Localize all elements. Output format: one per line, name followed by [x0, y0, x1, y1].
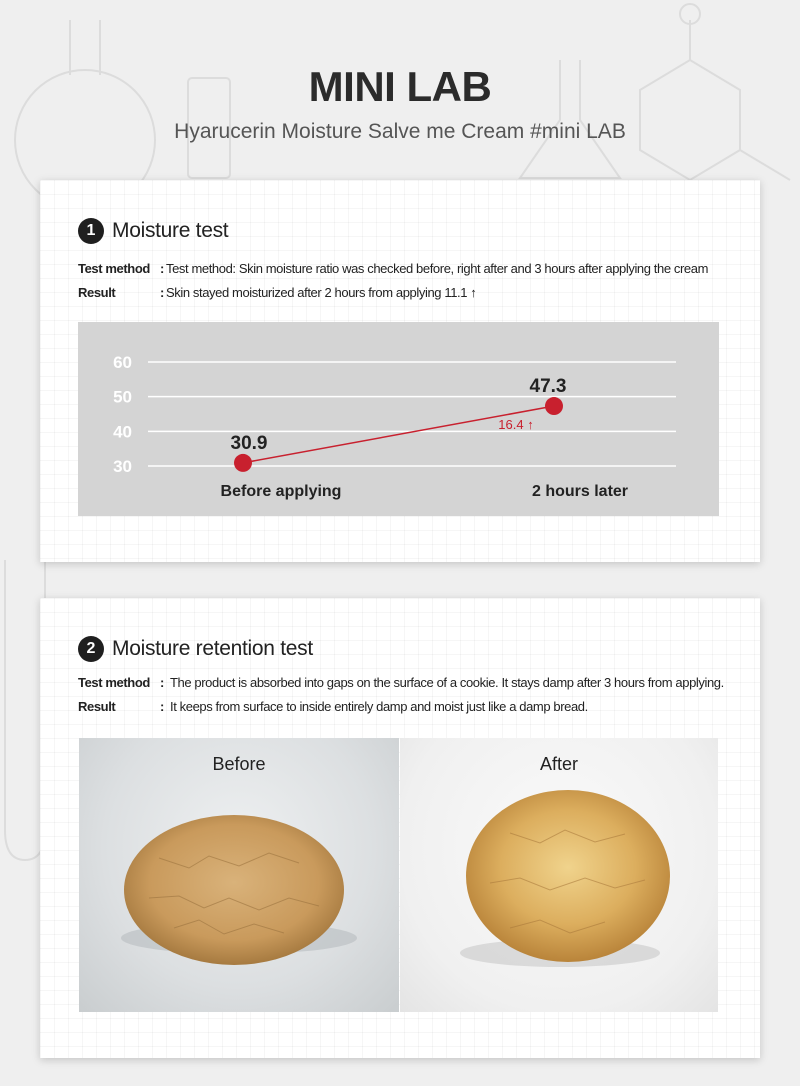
result-text: Skin stayed moisturized after 2 hours from applying 11.1 ↑: [166, 284, 477, 300]
cookie-before-image: [79, 738, 399, 1012]
cookie-after-image: [400, 738, 718, 1012]
cookie-photo-after: [400, 738, 718, 1012]
test-info: [78, 256, 708, 304]
increase-annotation: 16.4 ↑: [498, 417, 534, 432]
test-method-row: [78, 670, 724, 694]
section-number-badge: 1: [78, 218, 104, 244]
page-header: [0, 62, 800, 146]
photo-label-before: Before: [212, 754, 266, 774]
moisture-test-card: [40, 180, 760, 562]
y-tick-label: 40: [113, 422, 132, 442]
section-heading: [78, 636, 313, 662]
moisture-line-chart: [78, 322, 719, 516]
x-category-label: Before applying: [220, 483, 342, 500]
data-label: 30.9: [230, 432, 268, 454]
test-method-text: The product is absorbed into gaps on the surface of a cookie. It stays damp after 3 hours from applying.: [170, 674, 724, 690]
y-tick-label: 60: [113, 353, 132, 372]
result-label: Result: [78, 698, 116, 714]
colon: :: [160, 698, 164, 714]
page-subtitle: Hyarucerin Moisture Salve me Cream #mini LAB: [174, 120, 626, 143]
section-title: Moisture retention test: [112, 637, 313, 660]
series-line: [243, 406, 554, 463]
page-title: MINI LAB: [308, 63, 492, 110]
result-label: Result: [78, 284, 116, 300]
data-label: 47.3: [529, 376, 567, 398]
section-title: Moisture test: [112, 219, 229, 242]
section-number-badge: 2: [78, 636, 104, 662]
colon: :: [160, 260, 164, 276]
chart-svg: [78, 322, 719, 516]
photo-label-after: After: [539, 754, 578, 774]
test-method-row: [78, 256, 708, 280]
y-tick-label: 30: [113, 457, 132, 476]
data-point: [234, 454, 252, 472]
test-method-text: Test method: Skin moisture ratio was checked before, right after and 3 hours after applying the cream: [166, 260, 709, 276]
moisture-retention-card: [40, 598, 760, 1058]
y-tick-label: 50: [113, 387, 132, 407]
data-point: [545, 397, 563, 415]
result-text: It keeps from surface to inside entirely damp and moist just like a damp bread.: [170, 698, 588, 714]
section-heading: [78, 218, 228, 244]
colon: :: [160, 284, 164, 300]
result-row: [78, 280, 708, 304]
colon: :: [160, 674, 164, 690]
cookie-photo-before: [79, 738, 399, 1012]
test-method-label: Test method: [78, 674, 150, 690]
x-category-label: 2 hours later: [531, 483, 629, 500]
test-info: [78, 670, 724, 718]
test-method-label: Test method: [78, 260, 150, 276]
result-row: [78, 694, 724, 718]
